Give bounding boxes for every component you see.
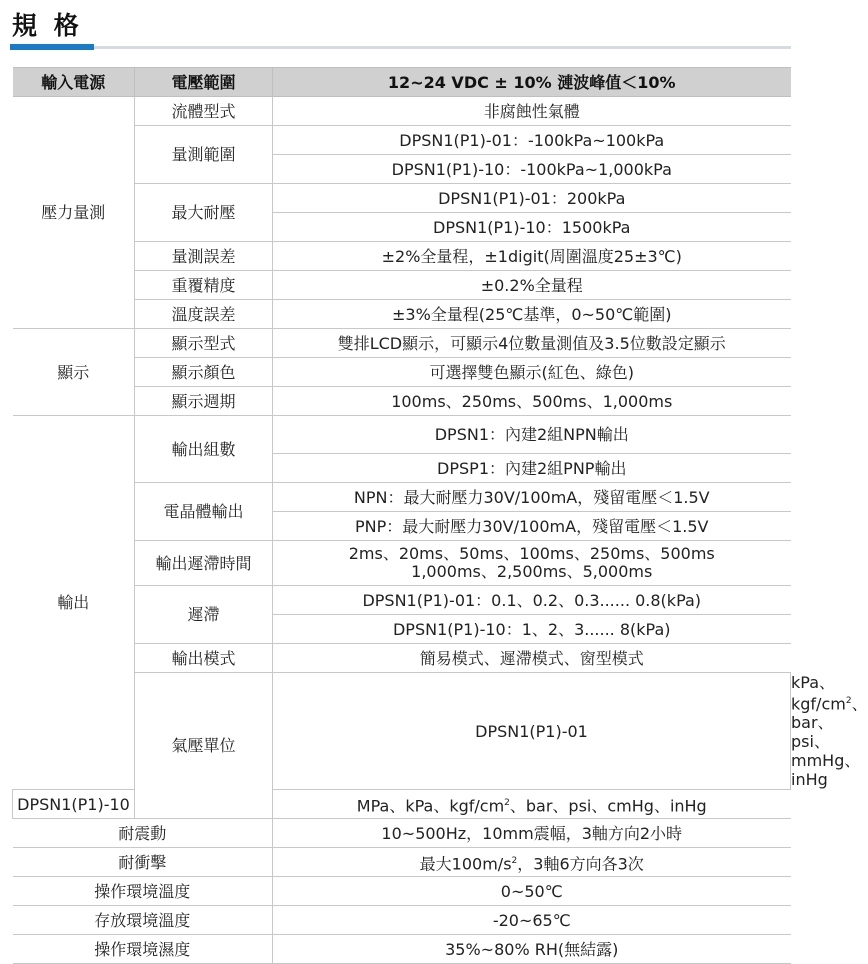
superscript: 2 [511, 855, 518, 866]
label-units-10: DPSN1(P1)-10 [13, 790, 135, 819]
value-transistor-npn: NPN：最大耐壓力30V/100mA，殘留電壓＜1.5V [273, 483, 791, 512]
value-measure-range-10: DPSN1(P1)-10：-100kPa~1,000kPa [273, 155, 791, 184]
title-underline-accent [10, 44, 94, 50]
value-output-groups-pnp: DPSP1：內建2組PNP輸出 [273, 454, 791, 483]
label-output-mode: 輸出模式 [135, 644, 273, 673]
value-output-mode: 簡易模式、遲滯模式、窗型模式 [273, 644, 791, 673]
label-output-groups: 輸出組數 [135, 416, 273, 483]
value-units-01-b: 、bar、psi、mmHg、inHg [791, 694, 868, 790]
value-temp-error: ±3%全量程(25℃基準，0~50℃範圍) [273, 300, 791, 329]
table-header-row [13, 68, 791, 97]
label-shock: 耐衝擊 [13, 848, 273, 877]
value-units-10 [273, 790, 791, 819]
value-output-delay [273, 541, 791, 586]
group-display: 顯示 [13, 329, 135, 416]
value-operating-humidity: 35%~80% RH(無結露) [273, 935, 791, 964]
value-output-delay-line1: 2ms、20ms、50ms、100ms、250ms、500ms [348, 544, 715, 563]
value-max-pressure-01: DPSN1(P1)-01：200kPa [273, 184, 791, 213]
label-operating-temp: 操作環境溫度 [13, 877, 273, 906]
value-vibration: 10~500Hz，10mm震幅，3軸方向2小時 [273, 819, 791, 848]
value-hysteresis-01: DPSN1(P1)-01：0.1、0.2、0.3...... 0.8(kPa) [273, 586, 791, 615]
header-voltage-value: 12~24 VDC ± 10% 漣波峰值＜10% [273, 68, 791, 97]
group-output: 輸出 [13, 416, 135, 790]
section-header [0, 0, 800, 52]
value-repeat-accuracy: ±0.2%全量程 [273, 271, 791, 300]
label-measure-error: 量測誤差 [135, 242, 273, 271]
superscript: 2 [504, 797, 510, 808]
value-storage-temp: -20~65℃ [273, 906, 791, 935]
label-display-cycle: 顯示週期 [135, 387, 273, 416]
title-underline [94, 46, 791, 49]
value-fluid-type: 非腐蝕性氣體 [273, 97, 791, 126]
table-row [13, 848, 791, 877]
label-display-type: 顯示型式 [135, 329, 273, 358]
value-display-color: 可選擇雙色顯示(紅色、綠色) [273, 358, 791, 387]
value-display-cycle: 100ms、250ms、500ms、1,000ms [273, 387, 791, 416]
value-units-10-b: 、bar、psi、cmHg、inHg [509, 795, 707, 815]
header-voltage-range: 電壓範圍 [135, 68, 273, 97]
header-input-power: 輸入電源 [13, 68, 135, 97]
label-output-delay: 輸出遲滯時間 [135, 541, 273, 586]
label-max-pressure: 最大耐壓 [135, 184, 273, 242]
label-display-color: 顯示顏色 [135, 358, 273, 387]
table-row [13, 790, 791, 819]
label-measure-range: 量測範圍 [135, 126, 273, 184]
value-output-delay-line2: 1,000ms、2,500ms、5,000ms [411, 562, 653, 581]
table-row [13, 97, 791, 126]
group-pressure-units: 氣壓單位 [135, 673, 273, 819]
table-row [13, 877, 791, 906]
table-row [13, 329, 791, 358]
label-transistor-output: 電晶體輸出 [135, 483, 273, 541]
value-shock-b: ，3軸6方向各3次 [517, 853, 644, 873]
label-fluid-type: 流體型式 [135, 97, 273, 126]
value-shock [273, 848, 791, 877]
label-units-01: DPSN1(P1)-01 [273, 673, 791, 790]
label-repeat-accuracy: 重覆精度 [135, 271, 273, 300]
value-measure-error: ±2%全量程，±1digit(周圍溫度25±3℃) [273, 242, 791, 271]
value-operating-temp: 0~50℃ [273, 877, 791, 906]
label-storage-temp: 存放環境溫度 [13, 906, 273, 935]
label-operating-humidity: 操作環境濕度 [13, 935, 273, 964]
table-row [13, 935, 791, 964]
value-units-10-a: MPa、kPa、kgf/cm [356, 795, 505, 815]
value-max-pressure-10: DPSN1(P1)-10：1500kPa [273, 213, 791, 242]
label-hysteresis: 遲滯 [135, 586, 273, 644]
value-units-01-a: kPa、kgf/cm [791, 673, 846, 714]
table-row [13, 416, 791, 454]
section-title: 規 格 [12, 11, 83, 40]
superscript: 2 [845, 696, 852, 706]
table-row [13, 906, 791, 935]
value-hysteresis-10: DPSN1(P1)-10：1、2、3...... 8(kPa) [273, 615, 791, 644]
value-display-type: 雙排LCD顯示，可顯示4位數量測值及3.5位數設定顯示 [273, 329, 791, 358]
value-transistor-pnp: PNP：最大耐壓力30V/100mA，殘留電壓＜1.5V [273, 512, 791, 541]
value-measure-range-01: DPSN1(P1)-01：-100kPa~100kPa [273, 126, 791, 155]
table-row [13, 819, 791, 848]
value-output-groups-npn: DPSN1：內建2組NPN輸出 [273, 416, 791, 454]
group-pressure: 壓力量測 [13, 97, 135, 329]
spec-table [12, 67, 868, 964]
value-shock-a: 最大100m/s [419, 853, 512, 873]
label-vibration: 耐震動 [13, 819, 273, 848]
label-temp-error: 溫度誤差 [135, 300, 273, 329]
